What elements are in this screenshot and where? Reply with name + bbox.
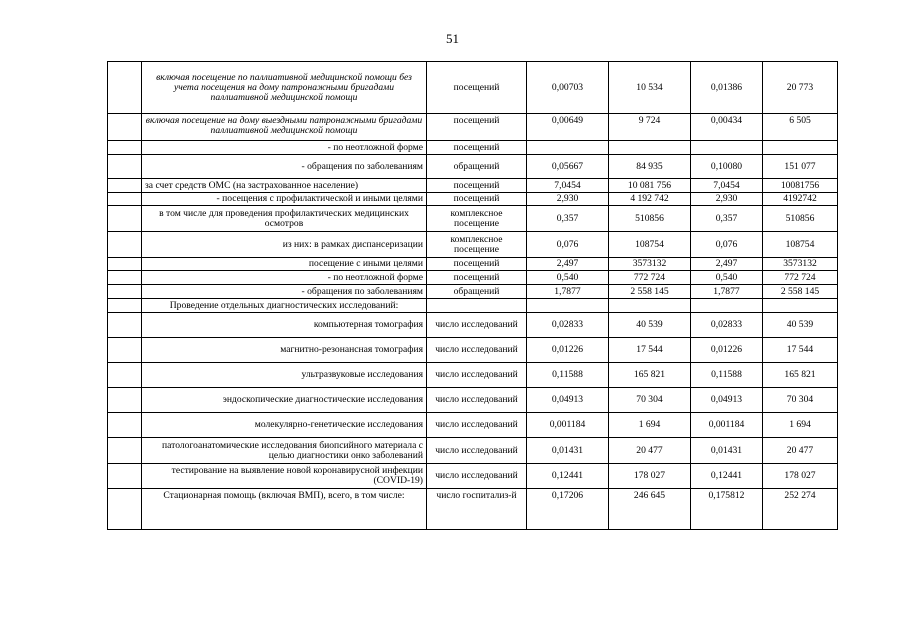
volume-value-1: 10 534 [609, 62, 691, 114]
table-row [108, 271, 838, 285]
volume-value-1: 178 027 [609, 464, 691, 489]
norm-value-2: 0,10080 [691, 155, 763, 179]
volume-value-2: 510856 [763, 206, 838, 232]
norm-value-2: 2,930 [691, 193, 763, 206]
table-row [108, 464, 838, 489]
row-unit: посещений [427, 179, 527, 193]
row-number-cell [108, 193, 142, 206]
volume-value-2: 17 544 [763, 338, 838, 363]
volume-value-1: 20 477 [609, 438, 691, 464]
row-label: - по неотложной форме [142, 141, 427, 155]
table-row [108, 338, 838, 363]
row-unit: посещений [427, 271, 527, 285]
volume-value-2: 40 539 [763, 313, 838, 338]
volume-value-2 [763, 299, 838, 313]
norm-value-1: 0,04913 [527, 388, 609, 413]
row-unit: число исследований [427, 413, 527, 438]
medical-care-volumes-table [107, 61, 838, 530]
table-row [108, 193, 838, 206]
row-number-cell [108, 413, 142, 438]
norm-value-2: 7,0454 [691, 179, 763, 193]
volume-value-1 [609, 141, 691, 155]
volume-value-1: 2 558 145 [609, 285, 691, 299]
table-row [108, 258, 838, 271]
table-row [108, 114, 838, 141]
norm-value-2: 0,01431 [691, 438, 763, 464]
row-number-cell [108, 141, 142, 155]
row-number-cell [108, 155, 142, 179]
norm-value-2: 0,00434 [691, 114, 763, 141]
row-unit: посещений [427, 193, 527, 206]
volume-value-2: 10081756 [763, 179, 838, 193]
row-unit: обращений [427, 285, 527, 299]
norm-value-1: 7,0454 [527, 179, 609, 193]
row-number-cell [108, 464, 142, 489]
volume-value-2: 3573132 [763, 258, 838, 271]
volume-value-1: 17 544 [609, 338, 691, 363]
norm-value-1: 2,497 [527, 258, 609, 271]
table-row [108, 299, 838, 313]
norm-value-1: 1,7877 [527, 285, 609, 299]
row-number-cell [108, 388, 142, 413]
row-label: Проведение отдельных диагностических исследований: [142, 299, 427, 313]
volume-value-2: 151 077 [763, 155, 838, 179]
volume-value-1: 246 645 [609, 489, 691, 530]
row-label: посещение с иными целями [142, 258, 427, 271]
row-number-cell [108, 338, 142, 363]
row-unit: число госпитализ-й [427, 489, 527, 530]
row-number-cell [108, 179, 142, 193]
norm-value-2: 0,540 [691, 271, 763, 285]
table-row [108, 363, 838, 388]
table-row [108, 155, 838, 179]
volume-value-2: 20 477 [763, 438, 838, 464]
norm-value-1: 0,02833 [527, 313, 609, 338]
volume-value-2: 6 505 [763, 114, 838, 141]
norm-value-2: 0,001184 [691, 413, 763, 438]
row-label: - обращения по заболеваниям [142, 155, 427, 179]
row-label: - посещения с профилактической и иными целями [142, 193, 427, 206]
row-label: ультразвуковые исследования [142, 363, 427, 388]
volume-value-1: 510856 [609, 206, 691, 232]
row-number-cell [108, 271, 142, 285]
volume-value-1: 165 821 [609, 363, 691, 388]
norm-value-1: 0,00649 [527, 114, 609, 141]
norm-value-1: 0,01431 [527, 438, 609, 464]
row-label: за счет средств ОМС (на застрахованное население) [142, 179, 427, 193]
row-label: включая посещение по паллиативной медицинской помощи без учета посещения на дому патронажными бригадами паллиативной медицинской помощи [142, 62, 427, 114]
volume-value-2: 165 821 [763, 363, 838, 388]
volume-value-2: 178 027 [763, 464, 838, 489]
norm-value-2: 1,7877 [691, 285, 763, 299]
volume-value-1: 10 081 756 [609, 179, 691, 193]
row-number-cell [108, 299, 142, 313]
norm-value-1: 0,076 [527, 232, 609, 258]
row-unit: комплексное посещение [427, 206, 527, 232]
row-number-cell [108, 363, 142, 388]
row-label: Стационарная помощь (включая ВМП), всего, в том числе: [142, 489, 427, 530]
row-label: магнитно-резонансная томография [142, 338, 427, 363]
volume-value-1: 1 694 [609, 413, 691, 438]
volume-value-2 [763, 141, 838, 155]
row-unit: число исследований [427, 464, 527, 489]
norm-value-1: 0,01226 [527, 338, 609, 363]
row-unit: посещений [427, 141, 527, 155]
table-row [108, 438, 838, 464]
volume-value-2: 20 773 [763, 62, 838, 114]
volume-value-2: 4192742 [763, 193, 838, 206]
row-number-cell [108, 489, 142, 530]
norm-value-2: 0,175812 [691, 489, 763, 530]
row-label: - по неотложной форме [142, 271, 427, 285]
row-unit: комплексное посещение [427, 232, 527, 258]
table-row [108, 413, 838, 438]
row-unit: число исследований [427, 363, 527, 388]
row-unit: число исследований [427, 313, 527, 338]
table-row [108, 179, 838, 193]
row-unit: посещений [427, 114, 527, 141]
volume-value-1: 4 192 742 [609, 193, 691, 206]
row-number-cell [108, 258, 142, 271]
norm-value-2 [691, 141, 763, 155]
row-unit: обращений [427, 155, 527, 179]
table-row [108, 388, 838, 413]
volume-value-1: 108754 [609, 232, 691, 258]
volume-value-2: 108754 [763, 232, 838, 258]
row-label: из них: в рамках диспансеризации [142, 232, 427, 258]
norm-value-1: 0,12441 [527, 464, 609, 489]
table-row [108, 489, 838, 530]
volume-value-1: 9 724 [609, 114, 691, 141]
row-label: тестирование на выявление новой коронавирусной инфекции (COVID-19) [142, 464, 427, 489]
volume-value-1: 772 724 [609, 271, 691, 285]
norm-value-2: 0,357 [691, 206, 763, 232]
volume-value-2: 70 304 [763, 388, 838, 413]
norm-value-2: 0,02833 [691, 313, 763, 338]
row-number-cell [108, 313, 142, 338]
norm-value-1 [527, 299, 609, 313]
row-number-cell [108, 232, 142, 258]
row-label: эндоскопические диагностические исследования [142, 388, 427, 413]
row-number-cell [108, 285, 142, 299]
volume-value-1: 40 539 [609, 313, 691, 338]
volume-value-1: 84 935 [609, 155, 691, 179]
row-label: - обращения по заболеваниям [142, 285, 427, 299]
table-row [108, 232, 838, 258]
row-label: компьютерная томография [142, 313, 427, 338]
norm-value-1: 0,357 [527, 206, 609, 232]
row-unit: число исследований [427, 438, 527, 464]
norm-value-2 [691, 299, 763, 313]
row-unit: посещений [427, 62, 527, 114]
row-number-cell [108, 114, 142, 141]
norm-value-1 [527, 141, 609, 155]
norm-value-2: 0,01386 [691, 62, 763, 114]
volume-value-1 [609, 299, 691, 313]
norm-value-2: 0,076 [691, 232, 763, 258]
row-number-cell [108, 62, 142, 114]
row-unit [427, 299, 527, 313]
row-number-cell [108, 206, 142, 232]
row-number-cell [108, 438, 142, 464]
row-label: патологоанатомические исследования биопсийного материала с целью диагностики онко заболеваний [142, 438, 427, 464]
table-row [108, 313, 838, 338]
norm-value-2: 0,04913 [691, 388, 763, 413]
volume-value-2: 1 694 [763, 413, 838, 438]
norm-value-1: 0,540 [527, 271, 609, 285]
norm-value-1: 0,00703 [527, 62, 609, 114]
row-unit: число исследований [427, 338, 527, 363]
row-label: молекулярно-генетические исследования [142, 413, 427, 438]
row-unit: число исследований [427, 388, 527, 413]
norm-value-2: 0,11588 [691, 363, 763, 388]
norm-value-1: 0,001184 [527, 413, 609, 438]
volume-value-2: 2 558 145 [763, 285, 838, 299]
norm-value-1: 0,17206 [527, 489, 609, 530]
volume-value-1: 3573132 [609, 258, 691, 271]
volume-value-2: 772 724 [763, 271, 838, 285]
norm-value-2: 2,497 [691, 258, 763, 271]
volume-value-1: 70 304 [609, 388, 691, 413]
norm-value-2: 0,12441 [691, 464, 763, 489]
page-number: 51 [446, 31, 459, 46]
norm-value-1: 0,11588 [527, 363, 609, 388]
volume-value-2: 252 274 [763, 489, 838, 530]
norm-value-1: 0,05667 [527, 155, 609, 179]
table-row [108, 62, 838, 114]
table-body [108, 62, 838, 530]
row-label: в том числе для проведения профилактических медицинских осмотров [142, 206, 427, 232]
row-label: включая посещение на дому выездными патронажными бригадами паллиативной медицинской помощи [142, 114, 427, 141]
norm-value-1: 2,930 [527, 193, 609, 206]
row-unit: посещений [427, 258, 527, 271]
table-row [108, 206, 838, 232]
table-row [108, 285, 838, 299]
norm-value-2: 0,01226 [691, 338, 763, 363]
table-row [108, 141, 838, 155]
